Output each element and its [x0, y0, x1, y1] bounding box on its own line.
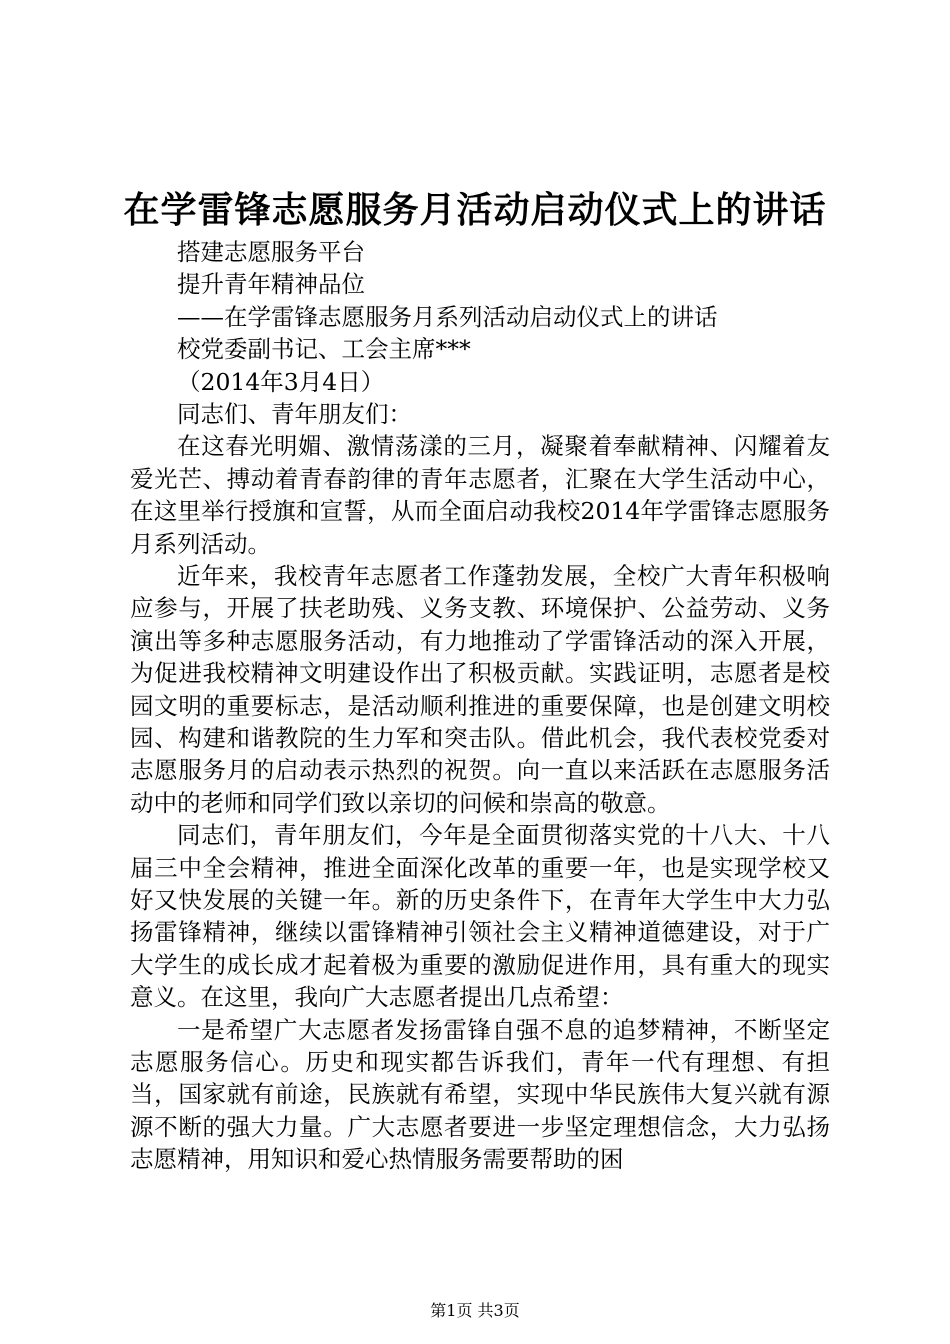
- paragraph-2: 近年来，我校青年志愿者工作蓬勃发展，全校广大青年积极响应参与，开展了扶老助残、义务支教、环境保护、公益劳动、义务演出等多种志愿服务活动，有力地推动了学雷锋活动的深入开展，为促进我校精神文明建设作出了积极贡献。实践证明，志愿者是校园文明的重要标志，是活动顺利推进的重要保障，也是创建文明校园、构建和谐教院的生力军和突击队。借此机会，我代表校党委对志愿服务月的启动表示热烈的祝贺。向一直以来活跃在志愿服务活动中的老师和同学们致以亲切的问候和崇高的敬意。: [130, 561, 830, 817]
- date-line: （2014年3月4日）: [177, 367, 385, 396]
- paragraph-3: 同志们，青年朋友们，今年是全面贯彻落实党的十八大、十八届三中全会精神，推进全面深化改革的重要一年，也是实现学校又好又快发展的关键一年。新的历史条件下，在青年大学生中大力弘扬雷锋精神，继续以雷锋精神引领社会主义精神道德建设，对于广大学生的成长成才起着极为重要的激励促进作用，具有重大的现实意义。在这里，我向广大志愿者提出几点希望：: [130, 821, 830, 1012]
- speaker-line: 校党委副书记、工会主席***: [177, 335, 471, 364]
- paragraph-4: 一是希望广大志愿者发扬雷锋自强不息的追梦精神，不断坚定志愿服务信心。历史和现实都告诉我们，青年一代有理想、有担当，国家就有前途，民族就有希望，实现中华民族伟大复兴就有源源不断的强大力量。广大志愿者要进一步坚定理想信念，大力弘扬志愿精神，用知识和爱心热情服务需要帮助的困: [130, 1015, 830, 1174]
- page-footer: 第1页 共3页: [430, 1301, 520, 1320]
- page-title: 在学雷锋志愿服务月活动启动仪式上的讲话: [123, 189, 827, 231]
- document-body: [130, 236, 830, 1176]
- salutation-line: 同志们、青年朋友们：: [177, 399, 412, 428]
- subtitle-line-1: 搭建志愿服务平台: [177, 238, 365, 266]
- subtitle-line-2: 提升青年精神品位: [177, 270, 365, 299]
- subtitle-line-3: ——在学雷锋志愿服务月系列活动启动仪式上的讲话: [177, 302, 718, 331]
- paragraph-1: 在这春光明媚、激情荡漾的三月，凝聚着奉献精神、闪耀着友爱光芒、搏动着青春韵律的青年志愿者，汇聚在大学生活动中心，在这里举行授旗和宣誓，从而全面启动我校2014年学雷锋志愿服务月系列活动。: [130, 432, 830, 558]
